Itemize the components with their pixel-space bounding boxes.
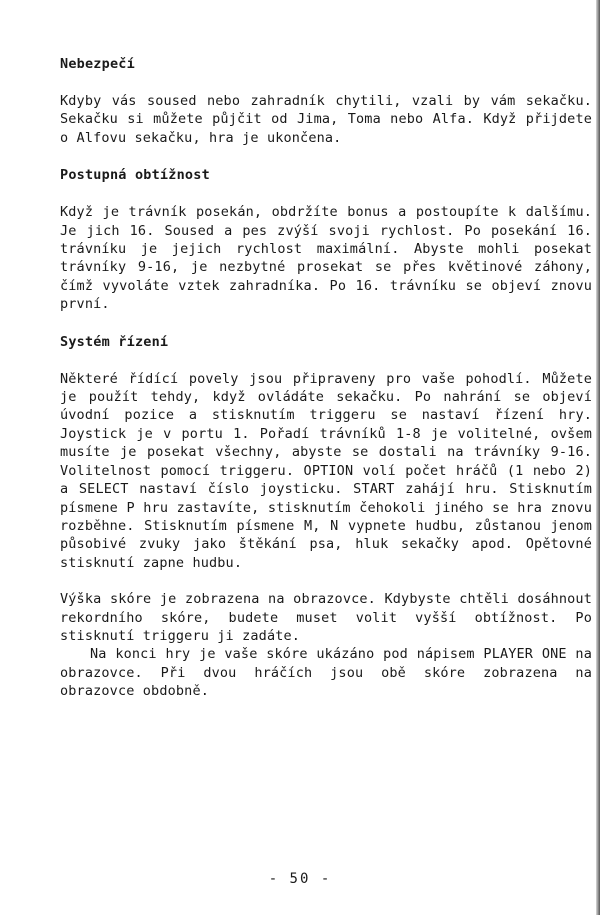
section-paragraph: Některé řídící povely jsou připraveny pro vaše pohodlí. Můžete je použít tehdy, když ovládáte sekačku. Po nahrání se objeví úvodní pozice a stisknutím triggeru se nastaví řízení hry. Joystick je v portu 1. Pořadí trávníků 1-8 je volitelné, ovšem musíte je posekat všechny, abyste se dostali na trávníky 9-16. Volitelnost pomocí triggeru. OPTION volí počet hráčů (1 nebo 2) a SELECT nastaví číslo joysticku. START zahájí hru. Stisknutím písmene P hru zastavíte, stisknutím čehokoli jiného se hra znovu rozběhne. Stisknutím písmene M, N vypnete hudbu, zůstanou jenom působivé zvuky jako štěkání psa, hluk sekačky apod. Opětovné stisknutí zapne hudbu. (60, 370, 592, 571)
section-paragraph: Kdyby vás soused nebo zahradník chytili, vzali by vám sekačku. Sekačku si můžete půjčit od Jima, Toma nebo Alfa. Když přijdete o Alfovu sekačku, hra je ukončena. (60, 93, 592, 146)
section-paragraph: Výška skóre je zobrazena na obrazovce. Kdybyste chtěli dosáhnout rekordního skóre, budete muset volit vyšší obtížnost. Po stisknutí triggeru ji zadáte. (60, 591, 592, 644)
section-heading: Postupná obtížnost (60, 167, 210, 184)
section-heading: Systém řízení (60, 333, 169, 350)
section-heading: Nebezpečí (60, 56, 135, 72)
section-paragraph: Na konci hry je vaše skóre ukázáno pod nápisem PLAYER ONE na obrazovce. Při dvou hráčích jsou obě skóre zobrazena na obrazovce obdobně. (60, 646, 592, 700)
page-number: - 50 - (268, 871, 332, 887)
section-controls (60, 334, 592, 701)
section-danger (60, 56, 592, 147)
page-content (60, 56, 592, 721)
section-paragraph: Když je trávník posekán, obdržíte bonus a postoupíte k dalšímu. Je jich 16. Soused a pes zvýší svoji rychlost. Po posekání 16. trávníku je jejich rychlost maximální. Abyste mohli posekat trávníky 9-16, je nezbytné prosekat se přes květinové záhony, čímž vyvoláte vztek zahradníka. Po 16. trávníku se objeví znovu první. (60, 204, 592, 313)
page-edge (596, 0, 600, 915)
section-difficulty (60, 167, 592, 313)
